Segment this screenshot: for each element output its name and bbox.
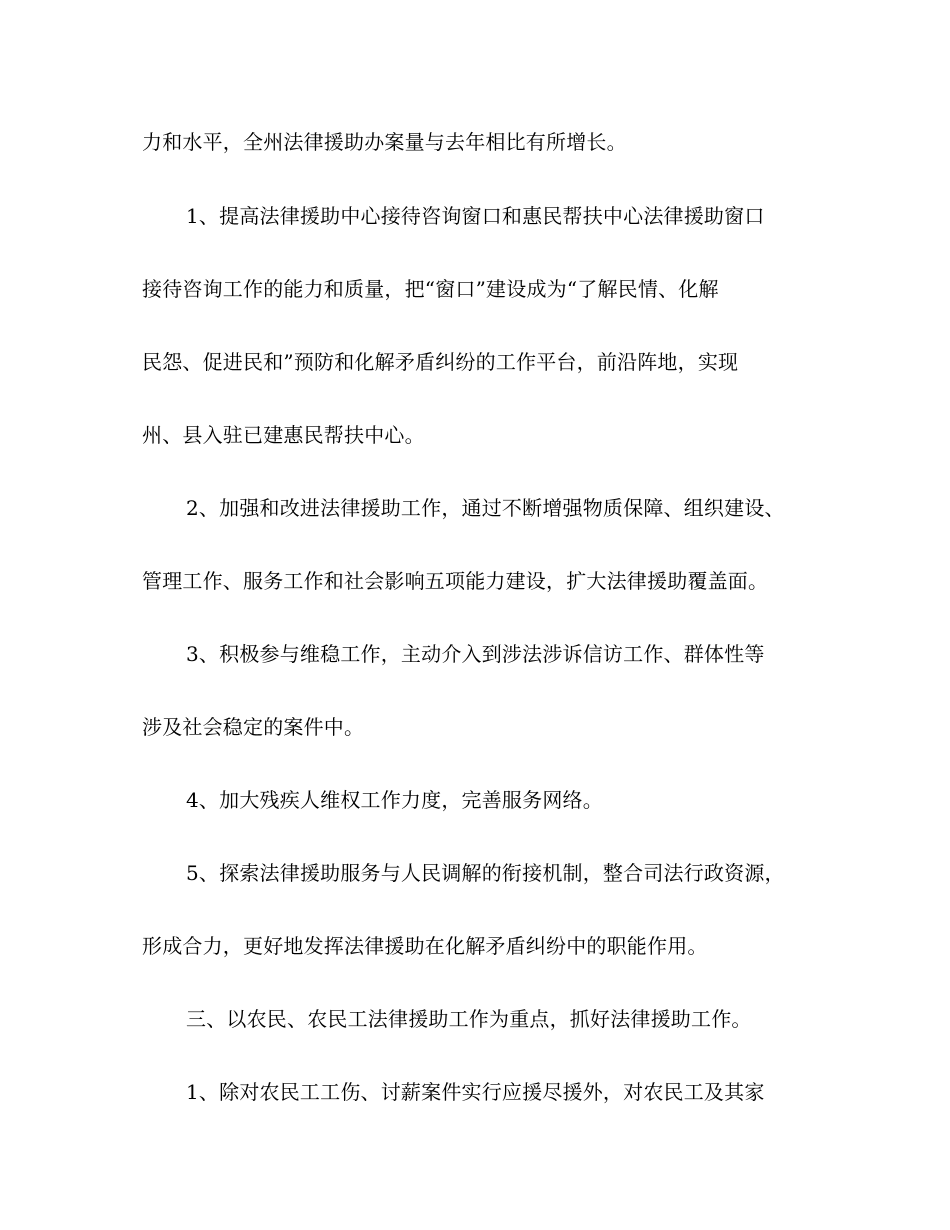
paragraph-line: 民怨、促进民和”预防和化解矛盾纠纷的工作平台，前沿阵地，实现 <box>142 350 739 374</box>
paragraph-line: 州、县入驻已建惠民帮扶中心。 <box>142 423 425 447</box>
paragraph-line: 3、积极参与维稳工作，主动介入到涉法涉诉信访工作、群体性等 <box>186 642 765 666</box>
paragraph-line: 力和水平，全州法律援助办案量与去年相比有所增长。 <box>142 130 627 154</box>
paragraph-line: 1、除对农民工工伤、讨薪案件实行应援尽援外，对农民工及其家 <box>186 1080 765 1104</box>
paragraph-line: 涉及社会稳定的案件中。 <box>142 715 365 739</box>
paragraph-line: 管理工作、服务工作和社会影响五项能力建设，扩大法律援助覆盖面。 <box>142 569 769 593</box>
paragraph-line: 2、加强和改进法律援助工作，通过不断增强物质保障、组织建设、 <box>186 496 785 520</box>
paragraph-line: 1、提高法律援助中心接待咨询窗口和惠民帮扶中心法律援助窗口 <box>186 204 765 228</box>
paragraph-line: 接待咨询工作的能力和质量，把“窗口”建设成为“了解民情、化解 <box>142 277 719 301</box>
section-heading: 三、以农民、农民工法律援助工作为重点，抓好法律援助工作。 <box>186 1007 752 1031</box>
paragraph-line: 形成合力，更好地发挥法律援助在化解矛盾纠纷中的职能作用。 <box>142 934 708 958</box>
paragraph-line: 5、探索法律援助服务与人民调解的衔接机制，整合司法行政资源， <box>186 861 785 885</box>
paragraph-line: 4、加大残疾人维权工作力度，完善服务网络。 <box>186 788 603 812</box>
